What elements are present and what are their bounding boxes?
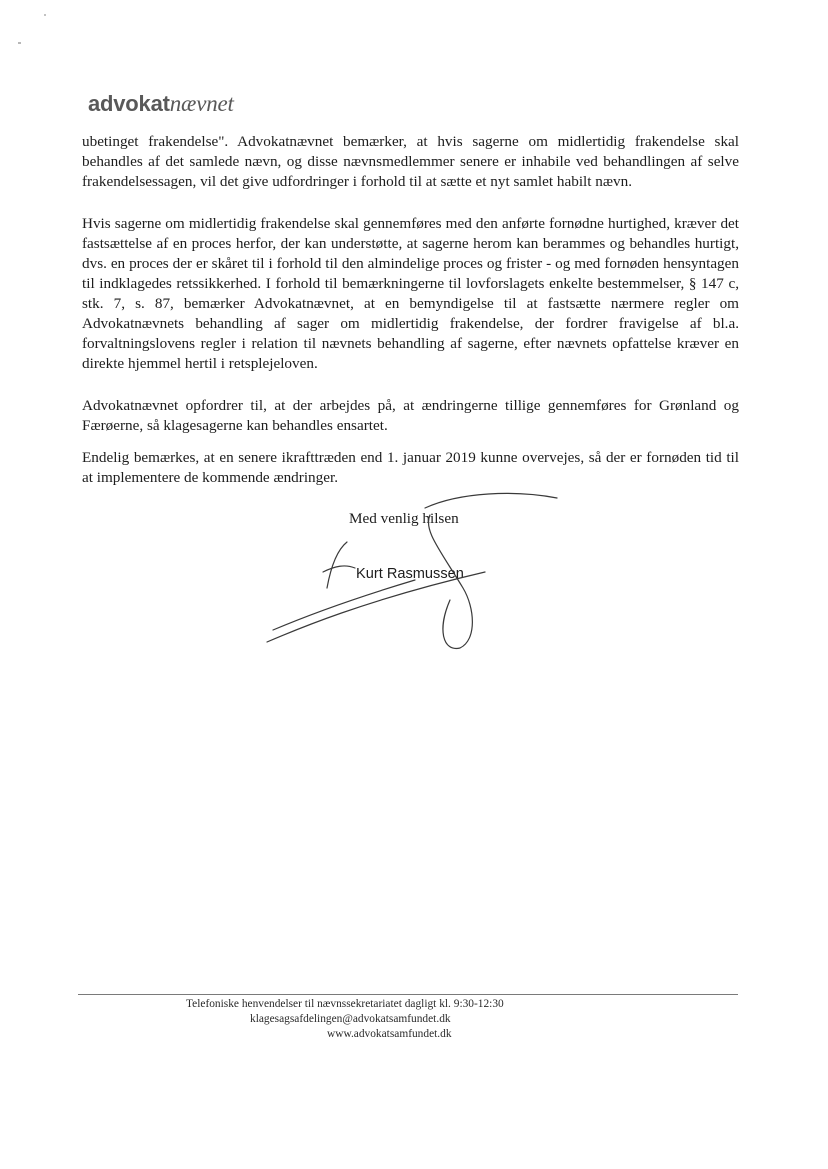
- signature-f-stroke: [323, 542, 355, 588]
- paragraph-1: ubetinget frakendelse". Advokatnævnet bemærker, at hvis sagerne om midlertidig frakendelse skal behandles af det samlede nævn, og disse nævnsmedlemmer senere er inhabile ved behandlingen af selve frakendelsessagen, vil det give udfordringer i forhold til at sætte et nyt samlet habilt nævn.: [82, 133, 739, 190]
- paragraph-4: Endelig bemærkes, at en senere ikrafttræden end 1. januar 2019 kunne overvejes, så der er fornøden tid til at implementere de kommende ændringer.: [82, 449, 739, 486]
- signer-name: Kurt Rasmussen: [356, 566, 464, 582]
- closing-greeting: Med venlig hilsen: [349, 510, 459, 527]
- footer-website: www.advokatsamfundet.dk: [327, 1028, 452, 1040]
- advokatnaevnet-logo: [88, 91, 234, 117]
- footer-rule: [78, 994, 738, 995]
- signature-underline: [273, 580, 415, 630]
- logo-bold-part: advokat: [88, 91, 170, 116]
- footer-phone-hours: Telefoniske henvendelser til nævnssekretariatet dagligt kl. 9:30-12:30: [186, 998, 504, 1010]
- logo-italic-part: nævnet: [169, 91, 234, 116]
- signature-long-stroke: [267, 572, 485, 642]
- scan-speck: [44, 14, 46, 16]
- footer-email: klagesagsafdelingen@advokatsamfundet.dk: [250, 1013, 451, 1025]
- signature-top-stroke: [425, 493, 557, 508]
- signature-loop-stroke: [428, 515, 472, 648]
- letter-body: [82, 132, 739, 510]
- scan-speck: [18, 42, 21, 44]
- handwritten-signature: [255, 480, 575, 660]
- paragraph-3: Advokatnævnet opfordrer til, at der arbejdes på, at ændringerne tillige gennemføres for Grønland og Færøerne, så klagesagerne kan behandles ensartet.: [82, 397, 739, 434]
- paragraph-2: Hvis sagerne om midlertidig frakendelse skal gennemføres med den anførte fornødne hurtighed, kræver det fastsættelse af en proces herfor, der kan understøtte, at sagerne herom kan berammes og behandles hurtigt, dvs. en proces der er skåret til i forhold til den almindelige proces og frister - og med fornøden hensyntagen til indklagedes retssikkerhed. I forhold til bemærkningerne til lovforslagets enkelte bestemmelser, § 147 c, stk. 7, s. 87, bemærker Advokatnævnet, at en bemyndigelse til at fastsætte nærmere regler om Advokatnævnets behandling af sager om midlertidig frakendelse, der fordrer fravigelse af bl.a. forvaltningslovens regler i relation til nævnets behandling af sagerne, efter nævnets opfattelse kræver en direkte hjemmel hertil i retsplejeloven.: [82, 215, 739, 372]
